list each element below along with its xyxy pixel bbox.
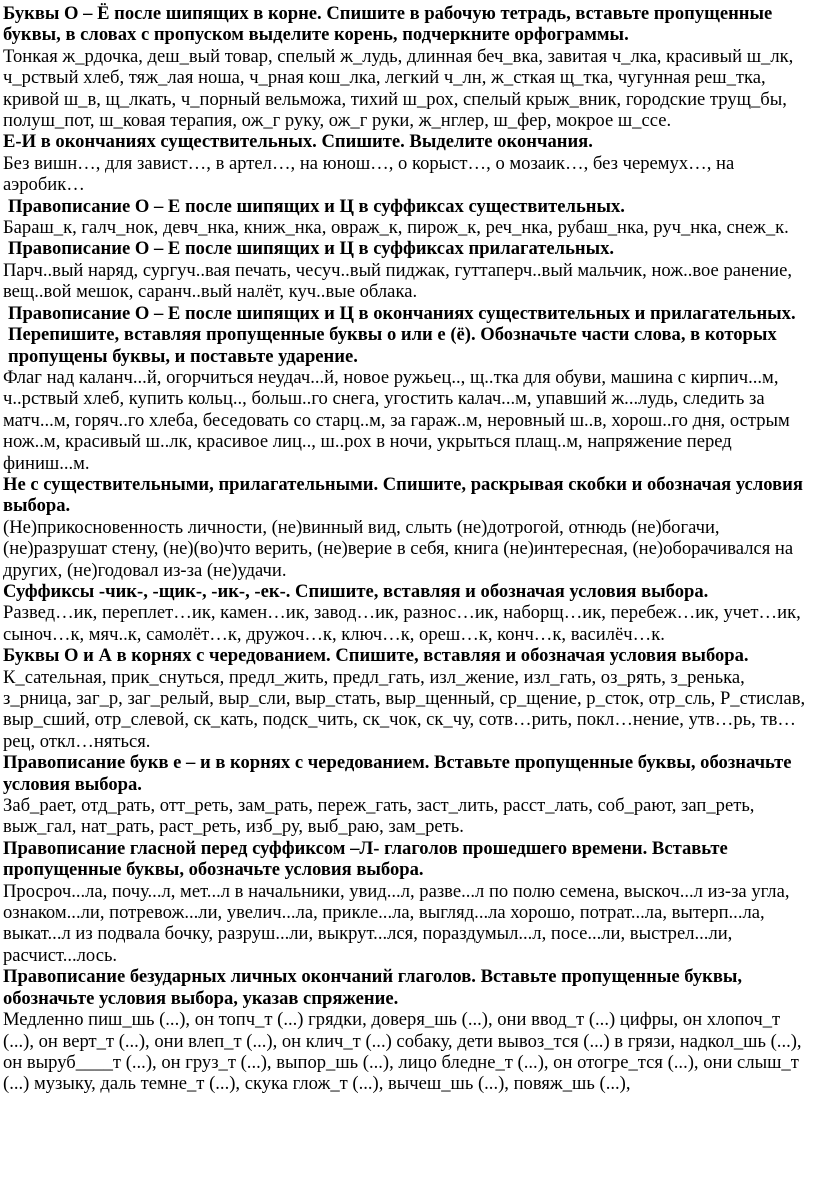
section-text-verb-endings: Медленно пиш_шь (...), он топч_т (...) грядки, доверя_шь (...), они ввод_т (...) цифры, он хлопоч_т (...), он верт_т (...), они влеп_т (...), он клич_т (...) собаку, дети вывоз_тся (...) в грязи, надкол_шь (...), он выруб____т (...), он груз_т (...), выпор_шь (...), лицо бледне_т (...), он отогре_тся (...), они слыш_т (...) музыку, даль темне_т (...), скука глож_т (...), вычеш_шь (...), повяж_шь (...),: [3, 1009, 802, 1095]
section-text-o-a-alternating-roots: К_сательная, прик_снуться, предл_жить, предл_гать, изл_жение, изл_гать, оз_рять, з_ренька, з_рница, заг_р, заг_релый, выр_сли, выр_стать, выр_щенный, ср_щение, р_сток, отр_сль, Р_стислав, выр_сший, отр_слевой, ск_кать, подск_чить, ск_чок, ск_чу, сотв…рить, покл…нение, утв…рь, тв…рец, откл…няться.: [3, 666, 806, 752]
section-text-chik-shchik-suffixes: Развед…ик, переплет…ик, камен…ик, завод…ик, разнос…ик, наборщ…ик, перебеж…ик, учет…ик, сыноч…к, мяч..к, самолёт…к, дружоч…к, ключ…к, ореш…к, конч…к, василёч…к.: [3, 602, 801, 645]
section-heading-ne-with-nouns: Не с существительными, прилагательными. Спишите, раскрывая скобки и обозначая условия выбора.: [3, 473, 803, 517]
section-heading-chik-shchik-suffixes: Суффиксы -чик-, -щик-, -ик-, -ек-. Спишите, вставляя и обозначая условия выбора.: [3, 580, 709, 602]
section-text-yo-after-sibilants: Тонкая ж_рдочка, деш_вый товар, спелый ж_лудь, длинная беч_вка, завитая ч_лка, красивый ш_лк, ч_рствый хлеб, тяж_лая ноша, ч_рная кош_лка, легкий ч_лн, ж_сткая щ_тка, чугунная реш_тка, кривой ш_в, щ_лкать, ч_порный вельможа, тихий ш_рох, спелый крыж_вник, городские трущ_бы, полуш_пот, ш_ковая терапия, ож_г руку, ож_г руки, ж_нглер, ш_фер, мокрое ш_ссе.: [3, 45, 794, 132]
section-heading-vowel-before-l-suffix: Правописание гласной перед суффиксом –Л- глаголов прошедшего времени. Вставьте пропущенные буквы, обозначьте условия выбора.: [3, 837, 728, 881]
section-text-adjective-suffixes: Парч..вый наряд, сургуч..вая печать, чесуч..вый пиджак, гуттаперч..вый мальчик, нож..вое ранение, вещ..вой мешок, саранч..вый налёт, куч..вые облака.: [3, 259, 793, 303]
section-heading-noun-adjective-endings: Правописание О – Е после шипящих и Ц в окончаниях существительных и прилагательных. Перепишите, вставляя пропущенные буквы о или е (ё). Обозначьте части слова, в которых пропущены буквы, и поставьте ударение.: [8, 302, 796, 367]
section-heading-e-i-alternating-roots: Правописание букв е – и в корнях с чередованием. Вставьте пропущенные буквы, обозначьте условия выбора.: [3, 752, 792, 795]
section-heading-verb-endings: Правописание безударных личных окончаний глаголов. Вставьте пропущенные буквы, обозначьте условия выбора, указав спряжение.: [3, 966, 743, 1009]
section-text-noun-adjective-endings: Флаг над каланч...й, огорчиться неудач...й, новое ружьец.., щ..тка для обуви, машина с кирпич...м, ч..рствый хлеб, купить кольц.., больш..го снега, угостить калач...м, упавший ж...лудь, следить за матч...м, горяч..го хлеба, беседовать со старц..м, за гараж..м, неровный ш..в, хорош..го дня, острым нож..м, красивый ш..лк, красивое лиц.., ш..рох в ночи, укрыться плащ..м, напряжение перед финиш...м.: [3, 366, 790, 474]
section-text-e-i-alternating-roots: Заб_рает, отд_рать, отт_реть, зам_рать, переж_гать, заст_лить, расст_лать, соб_рают, зап_реть, выж_гал, нат_рать, раст_реть, изб_ру, выб_раю, зам_реть.: [3, 795, 755, 838]
section-heading-o-a-alternating-roots: Буквы О и А в корнях с чередованием. Спишите, вставляя и обозначая условия выбора.: [3, 645, 749, 667]
section-heading-noun-endings: Е-И в окончаниях существительных. Спишите. Выделите окончания.: [3, 131, 593, 153]
section-text-noun-suffixes: Бараш_к, галч_нок, девч_нка, книж_нка, овраж_к, пирож_к, реч_нка, рубаш_нка, руч_нка, снеж_к.: [3, 217, 789, 239]
section-heading-yo-after-sibilants: Буквы О – Ё после шипящих в корне. Спишите в рабочую тетрадь, вставьте пропущенные буквы, в словах с пропуском выделите корень, подчеркните орфограммы.: [3, 3, 773, 46]
section-heading-adjective-suffixes: Правописание О – Е после шипящих и Ц в суффиксах прилагательных.: [8, 238, 615, 260]
section-text-vowel-before-l-suffix: Просроч...ла, почу...л, мет...л в начальники, увид...л, разве...л по полю семена, выскоч...л из-за угла, ознаком...ли, потревож...ли, увелич...ла, прикле...ла, выгляд...ла хорошо, потрат...ла, вытерп...ла, выкат...л из подвала бочку, разруш...ли, выкрут...лся, пораздумыл...л, посе...ли, выстрел...ли, расчист...лось.: [3, 880, 790, 966]
section-text-ne-with-nouns: (Не)прикосновенность личности, (не)винный вид, слыть (не)дотрогой, отнюдь (не)богачи, (не)разрушат стену, (не)(во)что верить, (не)верие в себя, книга (не)интересная, (не)оборачивался на других, (не)годовал из-за (не)удачи.: [3, 516, 794, 581]
section-heading-noun-suffixes: Правописание О – Е после шипящих и Ц в суффиксах существительных.: [8, 195, 625, 217]
section-text-noun-endings: Без вишн…, для завист…, в артел…, на юнош…, о корыст…, о мозаик…, без черемух…, на аэробик…: [3, 152, 735, 196]
